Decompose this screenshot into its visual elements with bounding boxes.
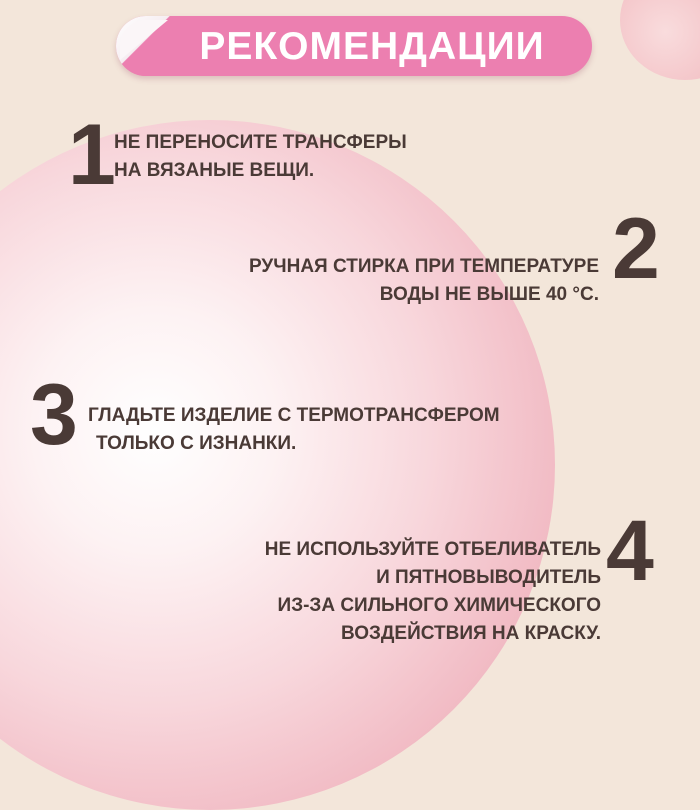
recommendation-3-line-2: ТОЛЬКО С ИЗНАНКИ. (96, 433, 297, 454)
page-title: РЕКОМЕНДАЦИИ (199, 24, 545, 68)
recommendation-2-line-1: РУЧНАЯ СТИРКА ПРИ ТЕМПЕРАТУРЕ (249, 256, 599, 277)
recommendation-number-2: 2 (612, 201, 660, 297)
recommendation-number-4: 4 (606, 503, 654, 599)
recommendation-4-line-3: ИЗ-ЗА СИЛЬНОГО ХИМИЧЕСКОГО (277, 595, 601, 616)
background-circle-corner (620, 0, 700, 80)
recommendation-1-line-1: НЕ ПЕРЕНОСИТЕ ТРАНСФЕРЫ (114, 132, 407, 153)
recommendation-4-line-4: ВОЗДЕЙСТВИЯ НА КРАСКУ. (340, 623, 601, 644)
recommendation-2-line-2: ВОДЫ НЕ ВЫШЕ 40 °С. (379, 284, 599, 305)
recommendation-4-line-2: И ПЯТНОВЫВОДИТЕЛЬ (376, 567, 601, 588)
recommendation-text-2 (249, 253, 599, 309)
title-banner (116, 16, 592, 76)
recommendation-1-line-2: НА ВЯЗАНЫЕ ВЕЩИ. (114, 160, 315, 181)
recommendation-text-1 (114, 129, 407, 185)
recommendation-number-3: 3 (30, 367, 78, 463)
recommendation-text-3 (88, 402, 500, 458)
recommendation-number-1: 1 (68, 107, 116, 203)
recommendation-3-line-1: ГЛАДЬТЕ ИЗДЕЛИЕ С ТЕРМОТРАНСФЕРОМ (88, 405, 500, 426)
background-circle-large (0, 120, 555, 810)
recommendation-text-4 (265, 536, 601, 648)
page-curl-icon (116, 16, 174, 76)
recommendation-4-line-1: НЕ ИСПОЛЬЗУЙТЕ ОТБЕЛИВАТЕЛЬ (264, 539, 601, 560)
